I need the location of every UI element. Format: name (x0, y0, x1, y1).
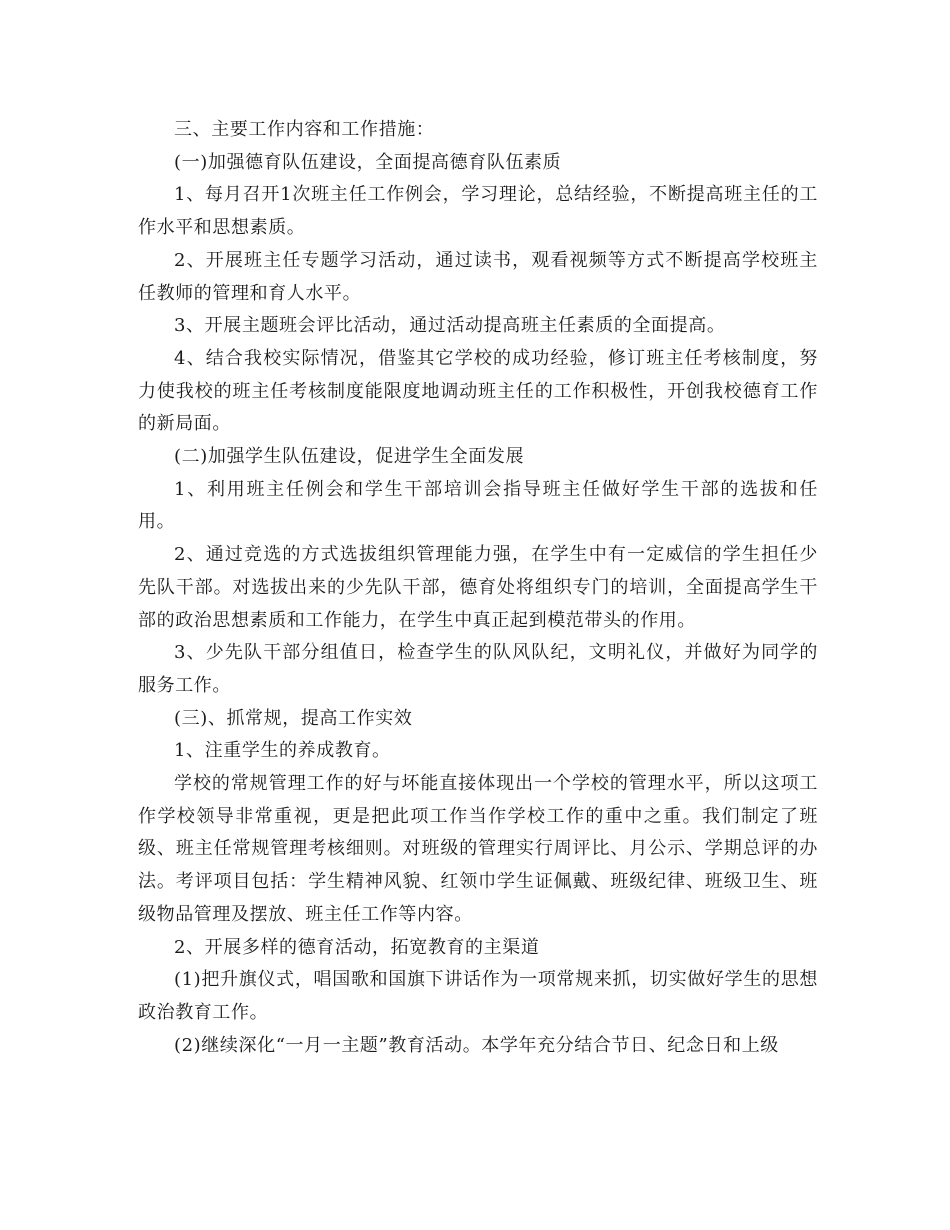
paragraph: 1、每月召开1次班主任工作例会，学习理论，总结经验，不断提高班主任的工作水平和思想素质。 (138, 184, 818, 239)
paragraph: (2)继续深化“一月一主题”教育活动。本学年充分结合节日、纪念日和上级 (174, 1034, 779, 1056)
paragraph: 3、开展主题班会评比活动，通过活动提高班主任素质的全面提高。 (174, 315, 726, 337)
paragraph: 学校的常规管理工作的好与坏能直接体现出一个学校的管理水平，所以这项工作学校领导非常重视，更是把此项工作当作学校工作的重中之重。我们制定了班级、班主任常规管理考核细则。对班级的管理实行周评比、月公示、学期总评的办法。考评项目包括：学生精神风貌、红领巾学生证佩戴、班级纪律、班级卫生、班级物品管理及摆放、班主任工作等内容。 (138, 773, 818, 925)
document-body (138, 114, 818, 1062)
subsection-heading-3: (三)、抓常规，提高工作实效 (174, 707, 413, 729)
paragraph: (1)把升旗仪式，唱国歌和国旗下讲话作为一项常规来抓，切实做好学生的思想政治教育工作。 (138, 969, 818, 1023)
paragraph: 1、利用班主任例会和学生干部培训会指导班主任做好学生干部的选拔和任用。 (138, 478, 818, 533)
subsection-heading-2: (二)加强学生队伍建设，促进学生全面发展 (174, 446, 525, 468)
paragraph: 2、开展多样的德育活动，拓宽教育的主渠道 (174, 936, 540, 958)
paragraph: 2、通过竞选的方式选拔组织管理能力强，在学生中有一定威信的学生担任少先队干部。对选拔出来的少先队干部，德育处将组织专门的培训，全面提高学生干部的政治思想素质和工作能力，在学生中真正起到模范带头的作用。 (138, 544, 818, 631)
paragraph: 4、结合我校实际情况，借鉴其它学校的成功经验，修订班主任考核制度，努力使我校的班主任考核制度能限度地调动班主任的工作积极性，开创我校德育工作的新局面。 (138, 347, 818, 435)
paragraph: 1、注重学生的养成教育。 (174, 740, 391, 762)
section-heading-main: 三、主要工作内容和工作措施： (174, 119, 435, 140)
subsection-heading-1: (一)加强德育队伍建设，全面提高德育队伍素质 (174, 151, 562, 173)
paragraph: 2、开展班主任专题学习活动，通过读书，观看视频等方式不断提高学校班主任教师的管理和育人水平。 (138, 249, 818, 304)
paragraph: 3、少先队干部分组值日，检查学生的队风队纪，文明礼仪，并做好为同学的服务工作。 (138, 642, 818, 696)
